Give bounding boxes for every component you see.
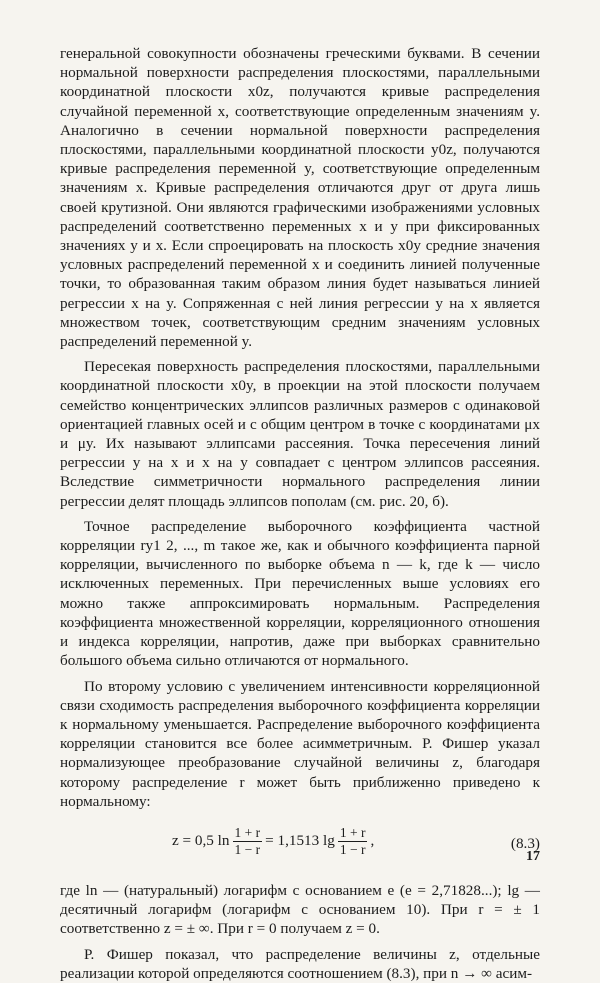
formula-mid: = 1,1513 lg (265, 832, 335, 850)
formula-body (172, 825, 374, 858)
fraction-numerator: 1 + r (234, 824, 261, 840)
fraction-numerator: 1 + r (339, 824, 366, 840)
page-number: 17 (526, 849, 540, 864)
formula-tail: , (370, 832, 375, 850)
paragraph-surface-sections: генеральной совокупности обозначены греческими буквами. В сечении нормальной поверхности распределения плоскостями, параллельными координатной плоскости x0z, получаются кривые распределения случайной переменной x, соответствующие определенным значениям y. Аналогично в сечении нормальной поверхности распределения плоскостями, параллельными координатной плоскости y0z, получаются кривые распределения переменной y, соответствующие определенным значениям x. Кривые распределения отличаются друг от друга лишь своей крутизной. Они являются графическими изображениями условных распределений соответственно переменных x и y при фиксированных значениях y и x. Если спроецировать на плоскость x0y средние значения условных распределений переменной x и соединить линией полученные точки, то образованная таким образом линия будет называться линией регрессии x на y. Сопряженная с ней линия регрессии y на x является множеством точек, соответствующим средним значениям условных распределений переменной y. (60, 45, 540, 351)
fraction-denominator: 1 − r (234, 841, 261, 857)
paragraph-logarithms: где ln — (натуральный) логарифм с основанием е (е = 2,71828...); lg — десятичный логарифм (логарифм с основанием 10). При r = ± 1 соответственно z = ± ∞. При r = 0 получаем z = 0. (60, 881, 540, 938)
paragraph-fisher-distribution: Р. Фишер показал, что распределение величины z, отдельные реализации которой определяются соотношением (8.3), при n → ∞ асим- (60, 945, 540, 982)
fraction-ln (233, 825, 263, 858)
equation-number: (8.3) (510, 834, 540, 852)
paragraph-scatter-ellipses: Пересекая поверхность распределения плоскостями, параллельными координатной плоскости x0y, в проекции на этой плоскости получаем семейство концентрических эллипсов различных размеров с одинаковой ориентацией главных осей и с общим центром в точке с координатами μx и μy. Их называют эллипсами рассеяния. Точка пересечения линий регрессии y на x и x на y совпадает с центром эллипсов рассеяния. Вследствие симметричности нормального распределения линии регрессии делят площадь эллипсов пополам (см. рис. 20, б). (60, 358, 540, 510)
formula-lhs: z = 0,5 ln (172, 832, 230, 850)
formula-8-3 (60, 819, 540, 873)
fraction-lg (338, 825, 368, 858)
fraction-denominator: 1 − r (339, 841, 366, 857)
paragraph-fisher-transform: По второму условию с увеличением интенсивности корреляционной связи сходимость распределения выборочного коэффициента корреляции к нормальному уменьшается. Распределение выборочного коэффициента корреляции становится все более асимметричным. Р. Фишер указал нормализующее преобразование случайной величины z, благодаря которому распределение r может быть приближенно приведено к нормальному: (60, 677, 540, 810)
paragraph-partial-correlation: Точное распределение выборочного коэффициента частной корреляции ry1 2, ..., m такое же, как и обычного коэффициента парной корреляции, вычисленного по выборке объема n — k, где k — число исключенных переменных. При перечисленных выше условиях его можно также аппроксимировать нормальным. Распределения коэффициента множественной корреляции, корреляционного отношения и индекса корреляции, напротив, даже при выборках сравнительно большого объема сильно отличаются от нормального. (60, 517, 540, 670)
